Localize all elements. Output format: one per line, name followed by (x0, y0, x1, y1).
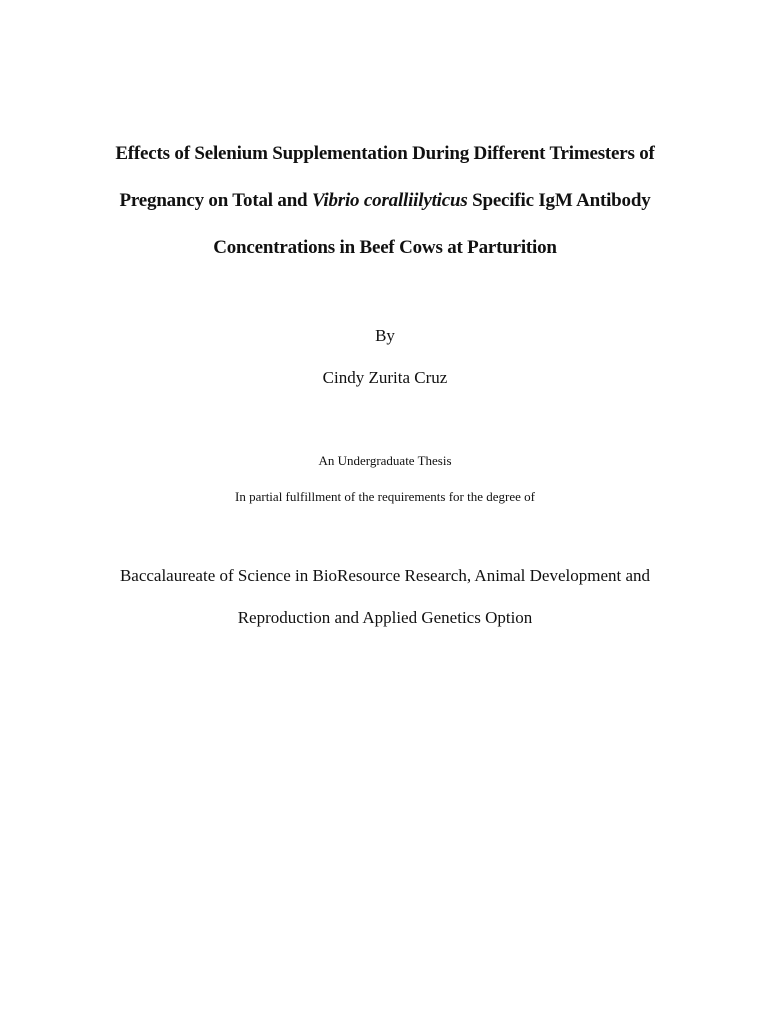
degree-line-1: Baccalaureate of Science in BioResource Research, Animal Development and (119, 566, 651, 585)
author-name: Cindy Zurita Cruz (322, 368, 448, 387)
degree-line-2: Reproduction and Applied Genetics Option (237, 608, 533, 627)
title-line-3: Concentrations in Beef Cows at Parturition (213, 237, 557, 258)
title-line-2-end: Specific IgM Antibody (467, 190, 651, 211)
title-line-2 (0, 185, 770, 232)
degree-name (0, 564, 770, 648)
title-line-2-start: Pregnancy on Total and (119, 190, 312, 211)
title-line-1: Effects of Selenium Supplementation During Different Trimesters of (115, 143, 655, 164)
species-name: Vibrio coralliilyticus (311, 190, 468, 211)
fulfillment-statement: In partial fulfillment of the requirements for the degree of (235, 489, 535, 504)
by-label: By (375, 326, 395, 345)
thesis-title (0, 138, 770, 279)
thesis-type: An Undergraduate Thesis (318, 453, 452, 468)
